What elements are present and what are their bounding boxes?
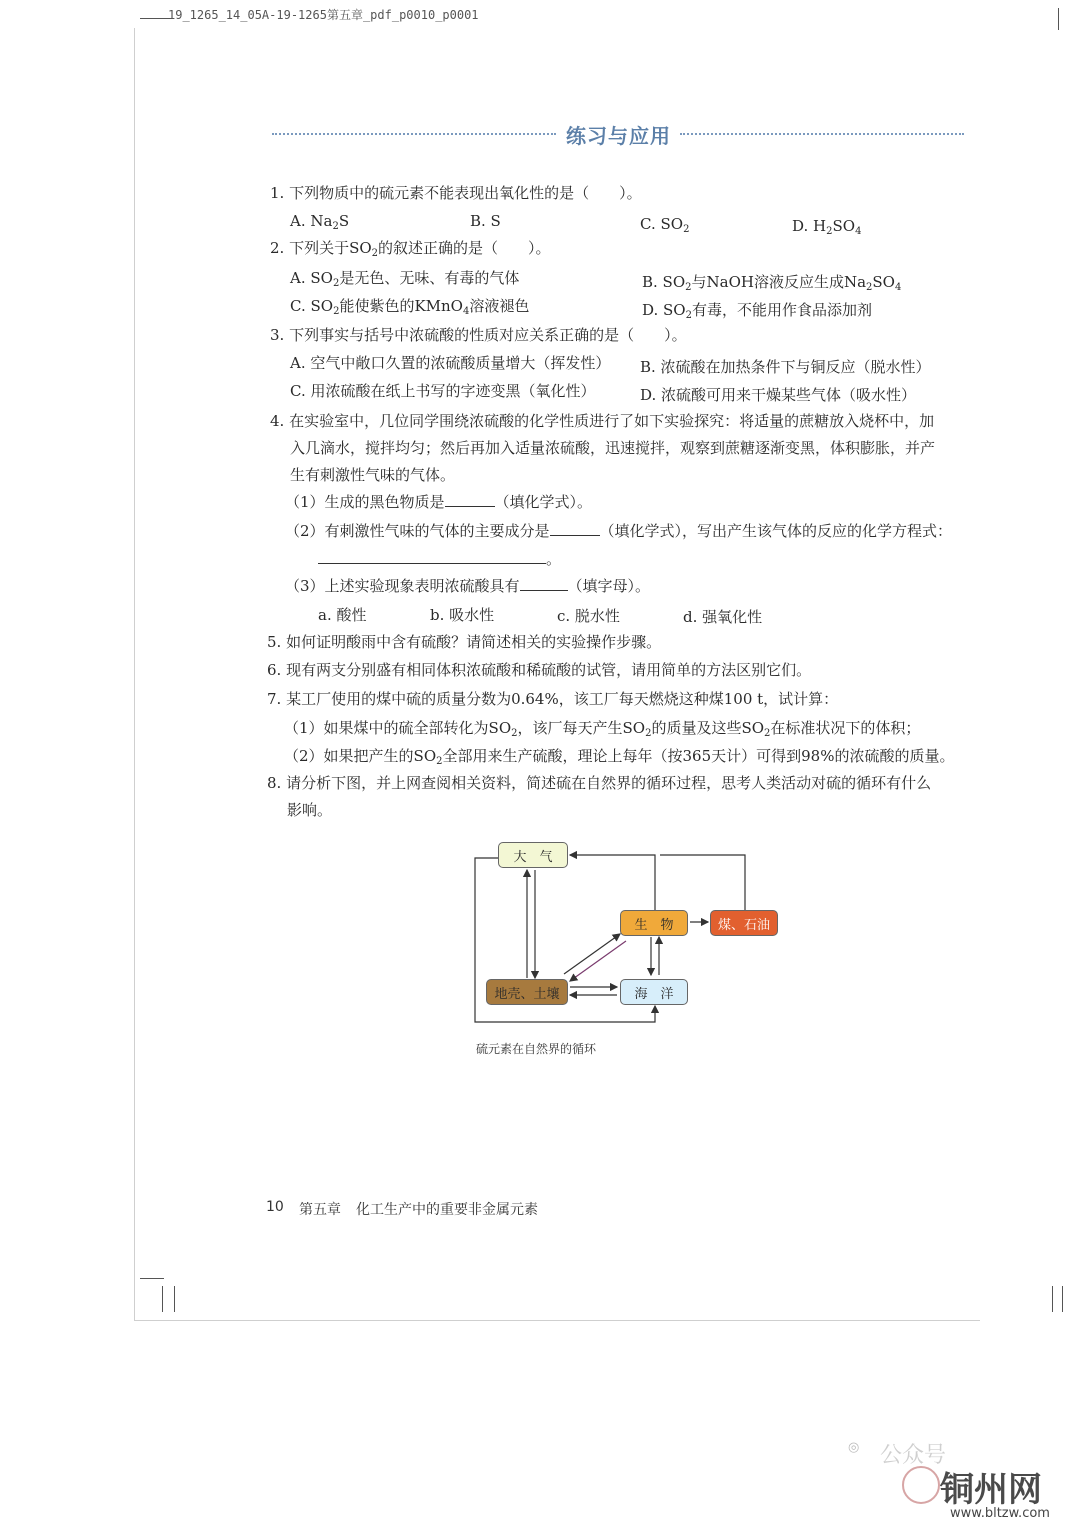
- q2-option-c: C. $SO_2$能使紫色的KMnO$_4$溶液褪色: [290, 297, 530, 317]
- question-8-line-2: 影响。: [287, 801, 333, 819]
- question-4-line-3: 生有刺激性气味的气体。: [290, 466, 456, 484]
- question-4-line-1: 4. 在实验室中，几位同学围绕浓硫酸的化学性质进行了如下实验探究：将适量的蔗糖放入烧杯中，加: [270, 412, 935, 430]
- q1-option-c: C. $SO_2$: [640, 215, 690, 235]
- question-6: 6. 现有两支分别盛有相同体积浓硫酸和稀硫酸的试管，请用简单的方法区别它们。: [267, 661, 812, 679]
- q3-option-d: D. 浓硫酸可用来干燥某些气体（吸水性）: [640, 386, 917, 404]
- node-crust-soil: 地壳、土壤: [486, 979, 568, 1005]
- file-header-label: 19_1265_14_05A-19-1265第五章_pdf_p0010_p0001: [168, 8, 479, 22]
- question-1-stem: 1. 下列物质中的硫元素不能表现出氧化性的是（ ）。: [270, 184, 642, 202]
- node-coal-oil: 煤、石油: [710, 910, 778, 936]
- q7-subquestion-2: （2）如果把产生的$SO_2$全部用来生产硫酸，理论上每年（按365天计）可得到98%的浓硫酸的质量。: [284, 747, 955, 767]
- node-organisms: 生 物: [620, 910, 688, 936]
- question-5: 5. 如何证明酸雨中含有硫酸？请简述相关的实验操作步骤。: [267, 633, 662, 651]
- arrow-coal-oil-to-atmosphere: [660, 855, 745, 910]
- q2-option-a: A. $SO_2$是无色、无味、有毒的气体: [290, 269, 520, 289]
- q4-subquestion-1: （1）生成的黑色物质是 （填化学式）。: [285, 493, 593, 511]
- q4-choice-b: b. 吸水性: [430, 606, 495, 624]
- q1-option-d: D. $H_2SO_4$: [792, 217, 862, 237]
- watermark-brand: 铜州网: [940, 1470, 1042, 1510]
- arrow-organisms-to-crust: [570, 941, 626, 981]
- q1-option-b: B. S: [470, 212, 501, 230]
- q4-choice-d: d. 强氧化性: [683, 608, 763, 626]
- q4-choice-c: c. 脱水性: [557, 607, 620, 625]
- question-2-stem: 2. 下列关于$SO_2$的叙述正确的是（ ）。: [270, 239, 551, 259]
- q7-subquestion-1: （1）如果煤中的硫全部转化为$SO_2$，该厂每天产生$SO_2$的质量及这些$SO_2$在标准状况下的体积；: [284, 719, 921, 739]
- question-3-stem: 3. 下列事实与括号中浓硫酸的性质对应关系正确的是（ ）。: [270, 326, 687, 344]
- q4-choice-a: a. 酸性: [318, 606, 367, 624]
- question-8-line-1: 8. 请分析下图，并上网查阅相关资料，简述硫在自然界的循环过程，思考人类活动对硫的循环有什么: [267, 774, 932, 792]
- watermark-wechat-icon: ◎: [848, 1440, 860, 1455]
- node-atmosphere: 大 气: [498, 842, 568, 868]
- watermark-url: www.bltzw.com: [950, 1506, 1050, 1521]
- q3-option-c: C. 用浓硫酸在纸上书写的字迹变黑（氧化性）: [290, 382, 596, 400]
- q2-option-b: B. $SO_2$与NaOH溶液反应生成$Na_2SO_4$: [642, 273, 902, 293]
- q4-subquestion-2: （2）有刺激性气味的气体的主要成分是 （填化学式），写出产生该气体的反应的化学方程式：: [285, 522, 953, 540]
- q4-subquestion-3: （3）上述实验现象表明浓硫酸具有 （填字母）。: [285, 577, 651, 595]
- footer-chapter-title: 化工生产中的重要非金属元素: [356, 1202, 538, 1218]
- section-title: 练习与应用: [566, 124, 671, 148]
- watermark-left-text: 公众号: [880, 1443, 947, 1468]
- q1-option-a: A. $Na_2S$: [290, 212, 350, 232]
- question-7-stem: 7. 某工厂使用的煤中硫的质量分数为0.64%，该工厂每天燃烧这种煤100 t，试计算：: [267, 690, 839, 708]
- arrow-crust-to-organisms: [564, 934, 620, 974]
- q3-option-a: A. 空气中敞口久置的浓硫酸质量增大（挥发性）: [290, 354, 611, 372]
- watermark-seal-icon: [902, 1466, 940, 1504]
- figure-caption: 硫元素在自然界的循环: [476, 1042, 597, 1056]
- q2-option-d: D. $SO_2$有毒，不能用作食品添加剂: [642, 301, 872, 321]
- question-4-line-2: 入几滴水，搅拌均匀；然后再加入适量浓硫酸，迅速搅拌，观察到蔗糖逐渐变黑，体积膨胀，并产: [290, 439, 936, 457]
- footer-chapter: 第五章: [299, 1202, 341, 1218]
- q4-equation-line: 。: [318, 549, 561, 569]
- q3-option-b: B. 浓硫酸在加热条件下与铜反应（脱水性）: [640, 358, 931, 376]
- node-ocean: 海 洋: [620, 979, 688, 1005]
- page-number: 10: [266, 1199, 284, 1215]
- arrow-organisms-to-atmosphere: [570, 855, 655, 910]
